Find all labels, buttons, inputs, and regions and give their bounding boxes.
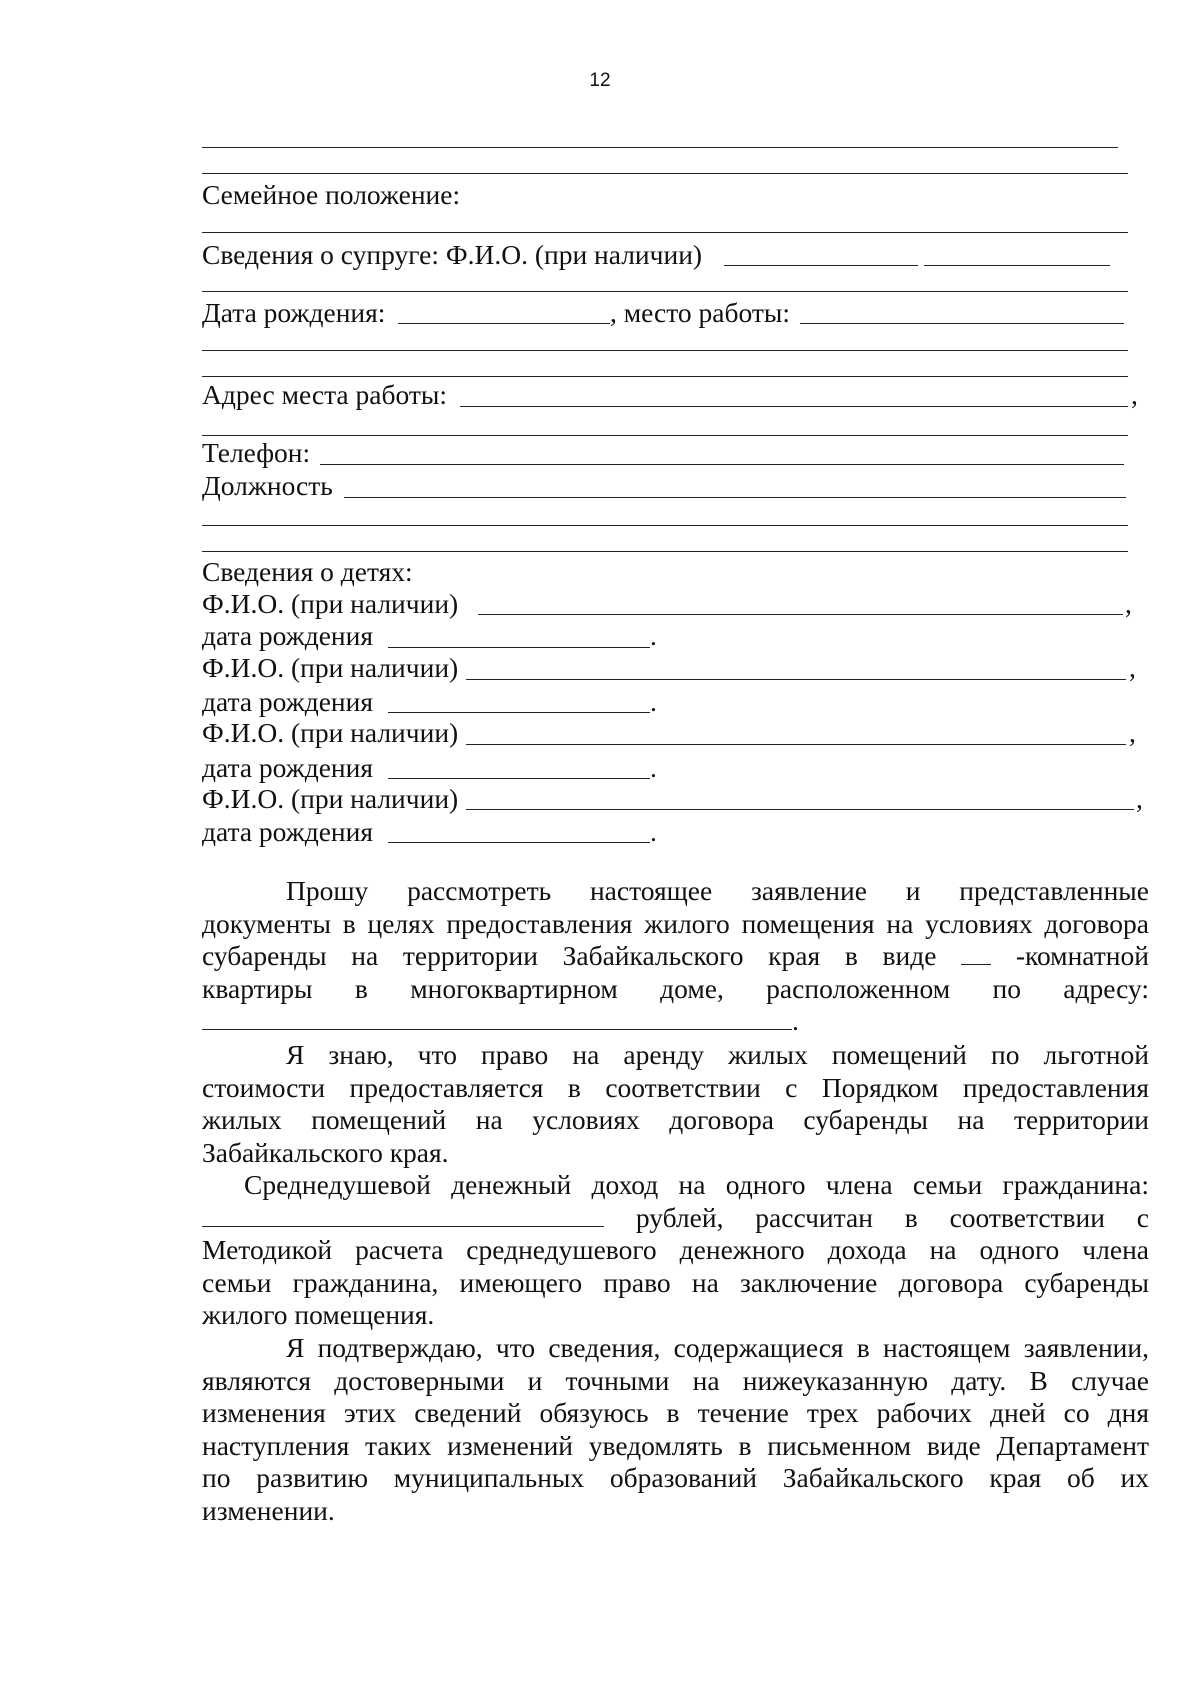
position-field[interactable]: [344, 497, 1126, 498]
request-line: Прошу рассмотреть настоящее заявление и представленные: [286, 875, 1149, 906]
confirm-line: по развитию муниципальных образований Забайкальского края об их: [202, 1462, 1149, 1494]
know-paragraph: [202, 1039, 1149, 1169]
period: .: [650, 816, 657, 847]
child-name-label: Ф.И.О. (при наличии): [202, 588, 459, 619]
child-birth-label: дата рождения: [202, 686, 374, 717]
spouse-work-label: , место работы:: [610, 297, 790, 328]
period: .: [650, 752, 657, 783]
child-birth-field[interactable]: [388, 647, 650, 648]
child-name-label: Ф.И.О. (при наличии): [202, 717, 459, 748]
rooms-count-field[interactable]: [961, 942, 991, 965]
child-birth-label: дата рождения: [202, 620, 374, 651]
address-field[interactable]: [202, 1007, 792, 1030]
know-line: жилых помещений на условиях договора субаренды на территории: [202, 1104, 1149, 1136]
blank-line: [202, 147, 1118, 148]
blank-line: [202, 173, 1128, 174]
document-page: 12 Семейное положение: Сведения о супруге: Ф.И.О. (при наличии) Дата рождения: , место работы: Адрес места работы: , Телефон: Должность Сведения о детях: Ф.И.О. (при наличии) , дата рождения . Ф.И.О. (при наличии) , дата рождения . Ф.И.О. (при наличии) , дата рождения . Ф.И.О. (при наличии) , дата рождения . Прошу рассмотреть настоящее заявление и представленные документы в целях предоставления жилого помещения на условиях договора субаренды на территории Забайкальского края в виде -комнатной квартиры в многоквартирном доме, расположенном по адресу: . Я знаю, что право на аренду жилых помещений по льготной стоимости предоставляется в соответствии с Порядком предоставления жилых помещений на условиях договора субаренды на территории Забайкальского края. Среднедушевой денежный доход на одного члена семьи гражданина: рублей, рассчитан в соответствии с Методикой расчета среднедушевого денежного дохода на одного члена семьи гражданина, имеющего право на заключение договора субаренды жилого помещения. Я подтверждаю, что сведения, содержащиеся в настоящем заявлении, являются достоверными и точными на нижеуказанную дату. В случае изменения этих сведений обязуюсь в течение трех рабочих дней со дня наступления таких изменений уведомлять в письменном виде Департамент по развитию муниципальных образований Забайкальского края об их изменении.: [0, 0, 1200, 1698]
child-name-label: Ф.И.О. (при наличии): [202, 783, 459, 814]
request-paragraph: [202, 875, 1149, 1038]
income-line: Методикой расчета среднедушевого денежного дохода на одного члена: [202, 1234, 1149, 1266]
income-line: жилого помещения.: [202, 1299, 435, 1331]
phone-label: Телефон:: [202, 437, 311, 468]
request-line: документы в целях предоставления жилого помещения на условиях договора: [202, 907, 1149, 939]
comma: ,: [1131, 379, 1138, 410]
child-name-field[interactable]: [478, 614, 1123, 615]
confirm-line: наступления таких изменений уведомлять в письменном виде Департамент: [202, 1429, 1149, 1461]
request-line: субаренды на территории Забайкальского края в виде: [202, 940, 937, 972]
spouse-name-field-2[interactable]: [924, 265, 1110, 266]
confirm-paragraph: [202, 1332, 1149, 1528]
child-name-field[interactable]: [466, 809, 1134, 810]
comma: ,: [1136, 783, 1143, 814]
phone-field[interactable]: [320, 464, 1124, 465]
work-address-field[interactable]: [460, 406, 1128, 407]
spouse-birth-field[interactable]: [398, 323, 610, 324]
blank-line: [202, 435, 1128, 436]
blank-line: [202, 232, 1128, 233]
comma: ,: [1125, 588, 1132, 619]
request-line: квартиры в многоквартирном доме, расположенном по адресу:: [202, 972, 1149, 1004]
period: .: [650, 686, 657, 717]
period: .: [650, 620, 657, 651]
page-number: 12: [589, 70, 611, 91]
child-birth-field[interactable]: [388, 842, 650, 843]
comma: ,: [1129, 717, 1136, 748]
child-name-label: Ф.И.О. (при наличии): [202, 652, 459, 683]
spouse-name-field[interactable]: [724, 265, 918, 266]
blank-line: [202, 551, 1128, 552]
period: .: [792, 1005, 799, 1037]
blank-line: [202, 376, 1128, 377]
income-line: семьи гражданина, имеющего право на заключение договора субаренды: [202, 1266, 1149, 1298]
confirm-line: изменения этих сведений обязуюсь в течение трех рабочих дней со дня: [202, 1397, 1149, 1429]
child-birth-field[interactable]: [388, 778, 650, 779]
know-line: Забайкальского края.: [202, 1136, 449, 1168]
blank-line: [202, 350, 1128, 351]
position-label: Должность: [202, 470, 333, 501]
request-line: -комнатной: [1015, 940, 1149, 972]
income-amount-field[interactable]: [202, 1204, 604, 1227]
know-line: стоимости предоставляется в соответствии с Порядком предоставления: [202, 1071, 1149, 1103]
know-line: Я знаю, что право на аренду жилых помещений по льготной: [286, 1039, 1149, 1070]
spouse-work-field[interactable]: [800, 323, 1124, 324]
child-name-field[interactable]: [466, 744, 1126, 745]
comma: ,: [1129, 652, 1136, 683]
work-address-label: Адрес места работы:: [202, 379, 447, 410]
confirm-line: изменении.: [202, 1494, 335, 1526]
child-birth-label: дата рождения: [202, 816, 374, 847]
spouse-birth-label: Дата рождения:: [202, 297, 386, 328]
blank-line: [202, 525, 1128, 526]
confirm-line: Я подтверждаю, что сведения, содержащиеся в настоящем заявлении,: [286, 1332, 1149, 1363]
blank-line: [202, 291, 1128, 292]
income-line: рублей, рассчитан в соответствии с: [635, 1201, 1149, 1233]
marital-status-label: Семейное положение:: [202, 179, 461, 210]
child-birth-field[interactable]: [388, 712, 650, 713]
income-line: Среднедушевой денежный доход на одного члена семьи гражданина:: [244, 1169, 1149, 1200]
income-paragraph: [202, 1169, 1149, 1332]
spouse-name-label: Сведения о супруге: Ф.И.О. (при наличии): [202, 239, 703, 270]
confirm-line: являются достоверными и точными на нижеуказанную дату. В случае: [202, 1364, 1149, 1396]
child-name-field[interactable]: [466, 679, 1126, 680]
child-birth-label: дата рождения: [202, 752, 374, 783]
